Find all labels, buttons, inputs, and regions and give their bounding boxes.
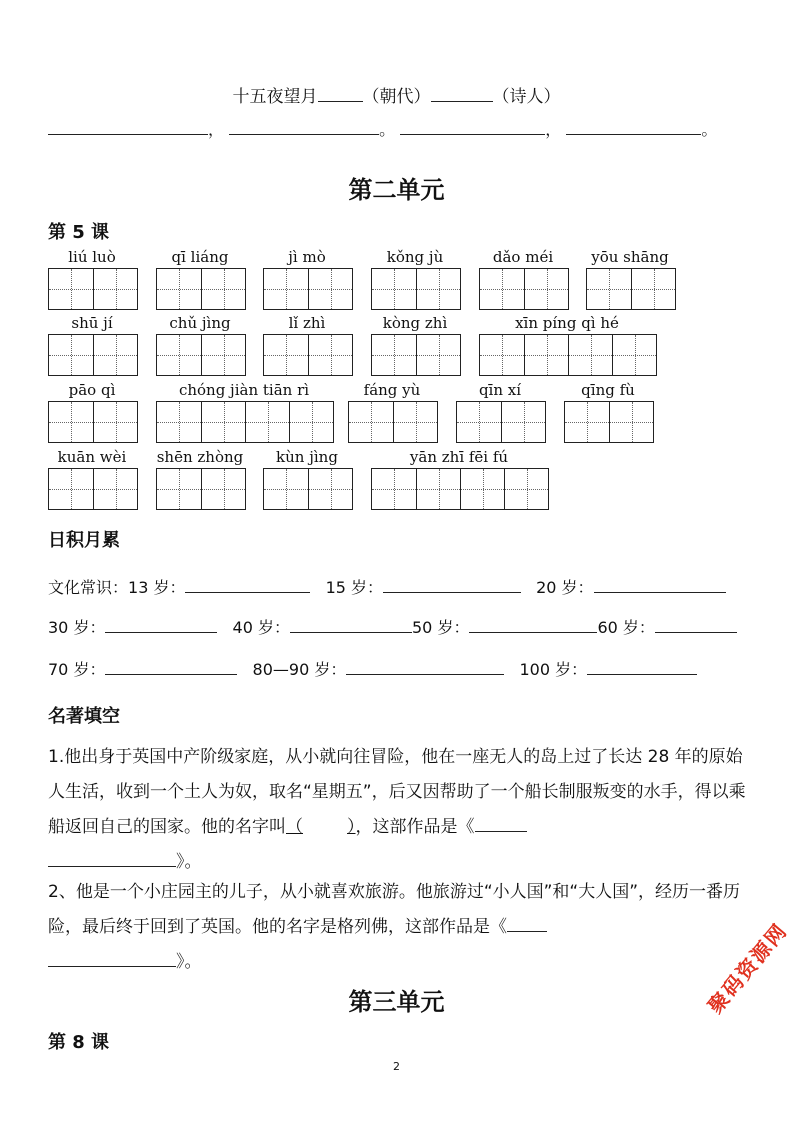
pinyin-word [263, 314, 353, 376]
writing-cell[interactable] [372, 269, 416, 309]
writing-cell[interactable] [501, 402, 545, 442]
pinyin-label: chóng jiàn tiān rì [178, 381, 310, 399]
writing-box-group [48, 268, 138, 310]
age-label: 13 岁： [128, 578, 186, 597]
age-blank[interactable] [346, 656, 504, 675]
pinyin-word [263, 448, 353, 510]
age-label: 20 岁： [536, 578, 594, 597]
classics-question-1 [48, 740, 748, 880]
pinyin-label: shū jí [71, 314, 113, 332]
classics-question-2 [48, 875, 748, 980]
pinyin-label: qīn xí [478, 381, 522, 399]
poet-label: （诗人） [492, 87, 561, 107]
writing-cell[interactable] [49, 469, 93, 509]
paren: ） [347, 817, 356, 837]
pinyin-word [479, 314, 657, 376]
pinyin-word [371, 248, 461, 310]
writing-cell[interactable] [264, 335, 308, 375]
writing-cell[interactable] [93, 402, 137, 442]
writing-box-group [479, 334, 657, 376]
age-blank[interactable] [469, 614, 597, 633]
pinyin-label: fáng yù [363, 381, 421, 399]
pinyin-label: chǔ jìng [169, 314, 231, 332]
writing-cell[interactable] [93, 469, 137, 509]
writing-box-group [371, 468, 549, 510]
unit-3-heading: 第三单元 [348, 988, 445, 1016]
pinyin-label: kuān wèi [57, 448, 127, 466]
age-label: 80—90 岁： [252, 660, 347, 679]
lesson-5-heading: 第 5 课 [48, 222, 110, 243]
writing-cell[interactable] [393, 402, 437, 442]
writing-cell[interactable] [93, 335, 137, 375]
age-blank[interactable] [655, 614, 737, 633]
writing-cell[interactable] [201, 335, 245, 375]
writing-box-group [48, 401, 138, 443]
age-label: 70 岁： [48, 660, 106, 679]
ages-row-3 [48, 656, 748, 680]
poem-lines [48, 116, 748, 140]
punct: 。 [379, 120, 396, 139]
punct: 。 [701, 120, 718, 139]
ages-row-2 [48, 614, 748, 638]
writing-cell[interactable] [524, 269, 568, 309]
writing-cell[interactable] [157, 402, 201, 442]
writing-cell[interactable] [308, 269, 352, 309]
writing-cell[interactable] [565, 402, 609, 442]
writing-cell[interactable] [480, 269, 524, 309]
age-blank[interactable] [594, 574, 726, 593]
q1-work-blank-a[interactable] [475, 813, 527, 832]
pinyin-word [479, 248, 569, 310]
writing-cell[interactable] [49, 402, 93, 442]
poem-blank-1[interactable] [48, 116, 208, 135]
writing-cell[interactable] [524, 335, 568, 375]
pinyin-label: jì mò [288, 248, 326, 266]
writing-cell[interactable] [416, 269, 460, 309]
writing-box-group [156, 268, 246, 310]
writing-box-group [156, 468, 246, 510]
q2-close: 》。 [176, 952, 202, 972]
writing-box-group [48, 334, 138, 376]
writing-cell[interactable] [157, 269, 201, 309]
punct: ， [545, 120, 562, 139]
poem-title: 十五夜望月 [232, 87, 318, 107]
pinyin-word [156, 448, 246, 510]
writing-cell[interactable] [49, 335, 93, 375]
pinyin-word [371, 314, 461, 376]
pinyin-word [564, 381, 654, 443]
writing-cell[interactable] [372, 469, 416, 509]
writing-cell[interactable] [201, 402, 245, 442]
writing-cell[interactable] [264, 469, 308, 509]
writing-box-group [456, 401, 546, 443]
writing-cell[interactable] [587, 269, 631, 309]
classics-heading: 名著填空 [48, 706, 120, 727]
pinyin-label: lǐ zhì [288, 314, 326, 332]
writing-cell[interactable] [612, 335, 656, 375]
q1-name-blank[interactable] [286, 817, 356, 837]
unit-2-heading: 第二单元 [348, 176, 445, 204]
writing-box-group [479, 268, 569, 310]
age-label: 60 岁： [597, 618, 655, 637]
writing-cell[interactable] [460, 469, 504, 509]
q2-work-blank-b[interactable] [48, 948, 176, 967]
pinyin-word [156, 314, 246, 376]
poet-blank[interactable] [431, 83, 493, 102]
pinyin-word [156, 381, 334, 443]
pinyin-word [586, 248, 676, 310]
pinyin-label: kùn jìng [276, 448, 338, 466]
writing-box-group [156, 334, 246, 376]
daily-heading: 日积月累 [48, 530, 120, 551]
writing-box-group [156, 401, 334, 443]
writing-cell[interactable] [93, 269, 137, 309]
writing-cell[interactable] [349, 402, 393, 442]
q2-work-blank-a[interactable] [507, 913, 547, 932]
pinyin-label: dǎo méi [492, 248, 554, 266]
ages-row-1 [48, 574, 748, 598]
writing-cell[interactable] [609, 402, 653, 442]
writing-box-group [348, 401, 438, 443]
lesson-8-heading: 第 8 课 [48, 1032, 110, 1053]
paren: （ [286, 817, 303, 837]
age-label: 40 岁： [232, 618, 290, 637]
writing-cell[interactable] [245, 402, 289, 442]
pinyin-word [48, 314, 138, 376]
pinyin-label: kǒng jù [386, 248, 444, 266]
dynasty-blank[interactable] [318, 83, 363, 102]
pinyin-label: yōu shāng [591, 248, 669, 266]
age-label: 100 岁： [519, 660, 588, 679]
pinyin-label: xīn píng qì hé [515, 314, 619, 332]
writing-cell[interactable] [201, 269, 245, 309]
pinyin-label: qīng fù [581, 381, 635, 399]
pinyin-word [348, 381, 438, 443]
pinyin-word [48, 381, 138, 443]
age-label: 50 岁： [412, 618, 470, 637]
writing-box-group [48, 468, 138, 510]
poem-blank-4[interactable] [566, 116, 701, 135]
pinyin-label: shēn zhòng [156, 448, 244, 466]
punct: ， [208, 120, 225, 139]
age-blank[interactable] [105, 656, 237, 675]
pinyin-label: qī liáng [171, 248, 229, 266]
page-number: 2 [393, 1060, 400, 1073]
q1-close: 》。 [176, 852, 202, 872]
writing-box-group [263, 268, 353, 310]
q2-text: 2、他是一个小庄园主的儿子，从小就喜欢旅游。他旅游过“小人国”和“大人国”，经历一番历险，最后终于回到了英国。他的名字是格列佛，这部作品是《 [48, 882, 741, 937]
pinyin-label: yān zhī fēi fú [409, 448, 509, 466]
pinyin-word [263, 248, 353, 310]
age-blank[interactable] [105, 614, 217, 633]
pinyin-word [48, 248, 138, 310]
age-blank[interactable] [185, 574, 310, 593]
writing-cell[interactable] [416, 469, 460, 509]
writing-cell[interactable] [416, 335, 460, 375]
pinyin-word [371, 448, 549, 510]
q1-work-blank-b[interactable] [48, 848, 176, 867]
ages-prefix: 文化常识： [48, 578, 129, 597]
age-blank[interactable] [290, 614, 412, 633]
writing-cell[interactable] [201, 469, 245, 509]
age-label: 30 岁： [48, 618, 106, 637]
writing-cell[interactable] [568, 335, 612, 375]
pinyin-label: pāo qì [68, 381, 116, 399]
q1-tail: ，这部作品是《 [355, 817, 475, 837]
writing-cell[interactable] [457, 402, 501, 442]
age-label: 15 岁： [325, 578, 384, 597]
writing-box-group [564, 401, 654, 443]
writing-cell[interactable] [631, 269, 675, 309]
writing-cell[interactable] [308, 335, 352, 375]
writing-box-group [263, 468, 353, 510]
writing-box-group [371, 268, 461, 310]
q1-text: 1.他出身于英国中产阶级家庭，从小就向往冒险，他在一座无人的岛上过了长达 28 年的原始人生活，收到一个土人为奴，取名“星期五”，后又因帮助了一个船长制服叛变的水手，得以乘船返回自己的国家。他的名字叫 [48, 747, 746, 837]
watermark: 聚码资源网 [703, 918, 793, 1018]
pinyin-word [156, 248, 246, 310]
age-blank[interactable] [587, 656, 697, 675]
writing-cell[interactable] [372, 335, 416, 375]
writing-cell[interactable] [157, 335, 201, 375]
writing-cell[interactable] [157, 469, 201, 509]
pinyin-word [456, 381, 546, 443]
writing-box-group [371, 334, 461, 376]
poem-blank-2[interactable] [229, 116, 379, 135]
poem-blank-3[interactable] [400, 116, 545, 135]
pinyin-word [48, 448, 138, 510]
writing-box-group [263, 334, 353, 376]
writing-box-group [586, 268, 676, 310]
writing-cell[interactable] [264, 269, 308, 309]
writing-cell[interactable] [504, 469, 548, 509]
pinyin-label: kòng zhì [382, 314, 448, 332]
writing-cell[interactable] [308, 469, 352, 509]
writing-cell[interactable] [480, 335, 524, 375]
pinyin-label: liú luò [68, 248, 116, 266]
writing-cell[interactable] [49, 269, 93, 309]
writing-cell[interactable] [289, 402, 333, 442]
poem-title-line [0, 82, 793, 107]
dynasty-label: （朝代） [362, 87, 431, 107]
age-blank[interactable] [383, 574, 521, 593]
